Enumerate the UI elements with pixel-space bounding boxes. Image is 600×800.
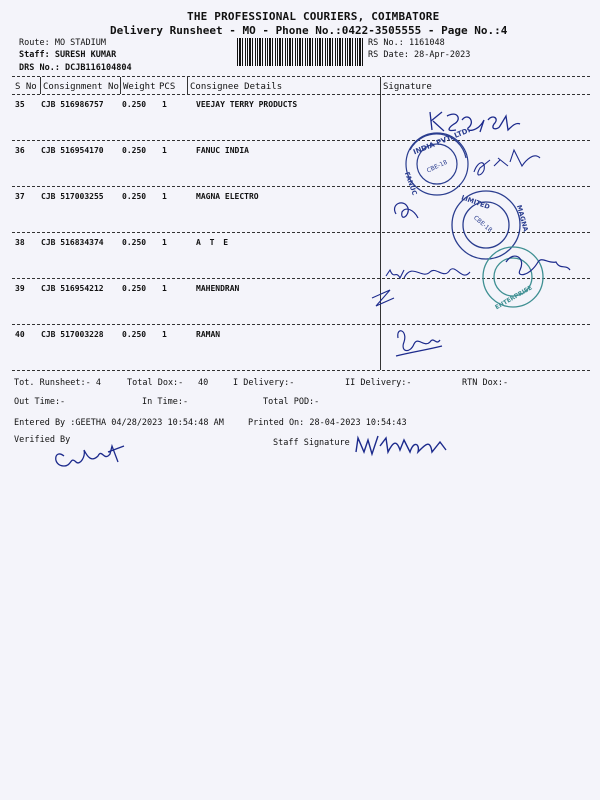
row-36-consignee: FANUC INDIA [196,146,249,155]
row-37-weight: 0.250 [122,192,147,201]
fanuc-stamp-text: INDIA PVT. LTD. [412,126,472,157]
row-36-consignment: CJB 516954170 [41,146,104,155]
rtn-dox: RTN Dox:- [462,378,509,388]
column-divider-3 [187,77,188,94]
runsheet-subtitle: Delivery Runsheet - MO - Phone No.:0422-3505555 - Page No.:4 [110,24,508,37]
row-35-weight: 0.250 [122,100,147,109]
row-35-pcs: 1 [162,100,167,109]
column-divider-1 [40,77,41,94]
i-delivery: I Delivery:- [233,378,295,388]
column-divider-2 [120,77,121,94]
row-39-sno: 39 [15,284,25,293]
row-37-sno: 37 [15,192,25,201]
row-37-consignee: MAGNA ELECTRO [196,192,259,201]
col-consignee: Consignee Details [190,82,283,92]
row-39-consignee: MAHENDRAN [196,284,240,293]
row-37-consignment: CJB 517003255 [41,192,104,201]
row-35-sno: 35 [15,100,25,109]
printed-on: Printed On: 28-04-2023 10:54:43 [248,418,407,428]
row-37-pcs: 1 [162,192,167,201]
row-divider [12,186,590,187]
total-dox-value: 40 [198,378,209,388]
barcode [237,38,363,66]
row-40-sno: 40 [15,330,25,339]
rule-top [12,76,590,77]
rule-header [12,94,590,95]
ate-stamp-text: ENTERPRISE [494,284,534,312]
row-39-pcs: 1 [162,284,167,293]
col-pcs: PCS [159,82,176,92]
row-40-pcs: 1 [162,330,167,339]
tot-runsheet: Tot. Runsheet:- 4 [14,378,101,388]
row-divider [12,324,590,325]
rs-number: RS No.: 1161048 [368,38,445,48]
magna-stamp-center: CBE-18 [472,214,494,234]
total-pod: Total POD:- [263,397,320,407]
company-title: THE PROFESSIONAL COURIERS, COIMBATORE [187,10,440,23]
magna-stamp-side: MAGNA [514,204,530,233]
row-38-sno: 38 [15,238,25,247]
row-38-weight: 0.250 [122,238,147,247]
row-35-consignee: VEEJAY TERRY PRODUCTS [196,100,298,109]
rs-date: RS Date: 28-Apr-2023 [368,50,471,60]
row-36-weight: 0.250 [122,146,147,155]
out-time: Out Time:- [14,397,66,407]
fanuc-stamp-center: CBE-18 [425,158,449,175]
row-38-pcs: 1 [162,238,167,247]
row-38-consignment: CJB 516834374 [41,238,104,247]
row-36-pcs: 1 [162,146,167,155]
row-39-weight: 0.250 [122,284,147,293]
row-40-consignee: RAMAN [196,330,221,339]
drs-number: DRS No.: DCJB116104804 [19,63,132,73]
in-time: In Time:- [142,397,189,407]
fanuc-stamp-side: FANUC [402,170,419,197]
route-label: Route: MO STADIUM [19,38,106,48]
staff-signature-label: Staff Signature [273,438,350,448]
row-39-consignment: CJB 516954212 [41,284,104,293]
row-38-consignee: A T E [196,238,231,247]
row-40-weight: 0.250 [122,330,147,339]
rule-table-bottom [12,370,590,371]
row-divider [12,232,590,233]
row-36-sno: 36 [15,146,25,155]
magna-stamp [452,191,520,259]
ate-stamp [483,247,543,307]
col-consignment: Consignment No [43,82,119,92]
col-signature: Signature [383,82,432,92]
row-divider [12,278,590,279]
verified-by: Verified By [14,435,71,445]
staff-label: Staff: SURESH KUMAR [19,50,117,60]
row-divider [12,140,590,141]
row-35-consignment: CJB 516986757 [41,100,104,109]
col-sno: S No [15,82,37,92]
ii-delivery: II Delivery:- [345,378,412,388]
row-40-consignment: CJB 517003228 [41,330,104,339]
col-weight: Weight [123,82,156,92]
column-divider-sig [380,77,381,370]
total-dox-label: Total Dox:- [127,378,184,388]
magna-stamp-text: LIMITED [460,193,491,212]
entered-by: Entered By :GEETHA 04/28/2023 10:54:48 AM [14,418,224,428]
